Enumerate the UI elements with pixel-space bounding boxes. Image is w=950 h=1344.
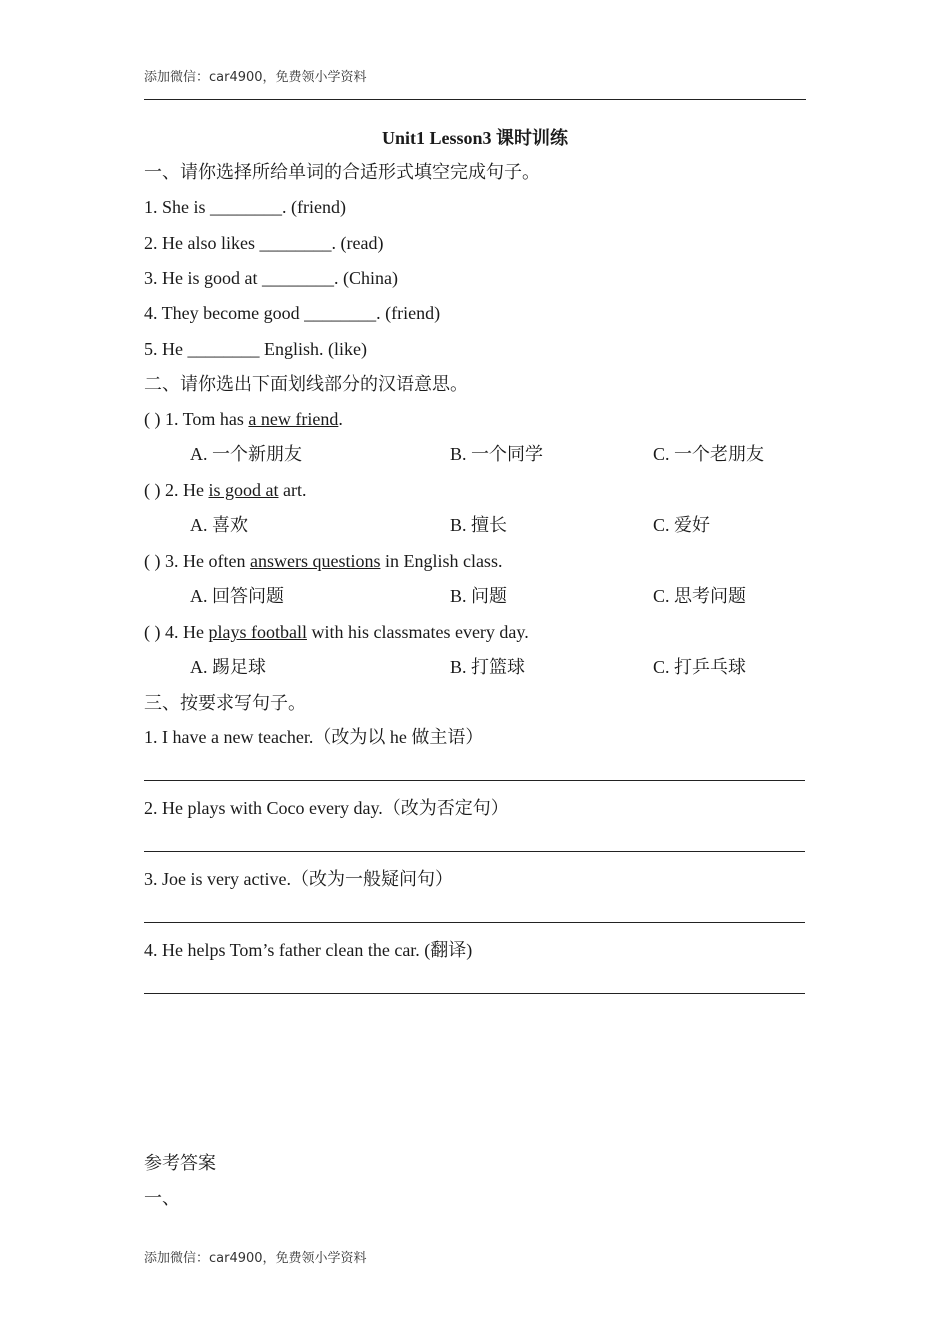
answer-line-4[interactable]: [144, 993, 805, 994]
option-a: A. 踢足球: [190, 657, 266, 677]
fill-blank-item-5: 5. He ________ English. (like): [144, 339, 367, 359]
choice-question-2: [144, 478, 306, 502]
question-text: in English class.: [380, 551, 503, 571]
fill-blank-item-2: 2. He also likes ________. (read): [144, 233, 384, 253]
answer-line-2[interactable]: [144, 851, 805, 852]
option-b: B. 问题: [450, 586, 508, 606]
option-a: A. 喜欢: [190, 515, 248, 535]
choice-question-3: [144, 549, 502, 573]
fill-blank-item-1: 1. She is ________. (friend): [144, 197, 346, 217]
worksheet-title: Unit1 Lesson3 课时训练: [381, 128, 569, 148]
option-b: B. 擅长: [450, 515, 508, 535]
question-text: with his classmates every day.: [306, 622, 529, 642]
fill-blank-item-4: 4. They become good ________. (friend): [144, 303, 441, 323]
option-b: B. 打篮球: [450, 657, 526, 677]
question-text: ( ) 1. Tom has: [144, 409, 249, 429]
choice-question-1: [144, 407, 343, 431]
option-a: A. 回答问题: [190, 586, 284, 606]
answer-line-1[interactable]: [144, 780, 805, 781]
underlined-phrase: answers questions: [249, 551, 381, 571]
underlined-phrase: a new friend: [248, 409, 339, 429]
header-divider: [144, 99, 806, 100]
rewrite-item-1: 1. I have a new teacher.（改为以 he 做主语）: [144, 727, 484, 747]
fill-blank-item-3: 3. He is good at ________. (China): [144, 268, 398, 288]
question-text: ( ) 2. He: [144, 480, 209, 500]
section-2-heading: 二、请你选出下面划线部分的汉语意思。: [144, 374, 468, 394]
header-note: 添加微信：car4900，免费领小学资料: [144, 70, 367, 85]
rewrite-item-4: 4. He helps Tom’s father clean the car. (翻译): [144, 940, 473, 960]
section-1-heading: 一、请你选择所给单词的合适形式填空完成句子。: [144, 162, 540, 182]
option-c: C. 打乒乓球: [653, 657, 747, 677]
question-text: ( ) 3. He often: [144, 551, 250, 571]
underlined-phrase: is good at: [208, 480, 279, 500]
question-text: art.: [278, 480, 307, 500]
footer-note: 添加微信：car4900，免费领小学资料: [144, 1251, 367, 1266]
option-b: B. 一个同学: [450, 444, 544, 464]
rewrite-item-2: 2. He plays with Coco every day.（改为否定句）: [144, 798, 509, 818]
section-3-heading: 三、按要求写句子。: [144, 693, 306, 713]
document-page: [144, 0, 806, 1344]
answers-heading: 参考答案: [144, 1153, 216, 1173]
option-c: C. 思考问题: [653, 586, 747, 606]
answers-section-1-label: 一、: [144, 1188, 180, 1208]
option-a: A. 一个新朋友: [190, 444, 302, 464]
choice-question-4: [144, 620, 529, 644]
option-c: C. 一个老朋友: [653, 444, 765, 464]
question-text: .: [338, 409, 343, 429]
question-text: ( ) 4. He: [144, 622, 209, 642]
answer-line-3[interactable]: [144, 922, 805, 923]
option-c: C. 爱好: [653, 515, 711, 535]
underlined-phrase: plays football: [208, 622, 307, 642]
rewrite-item-3: 3. Joe is very active.（改为一般疑问句）: [144, 869, 453, 889]
